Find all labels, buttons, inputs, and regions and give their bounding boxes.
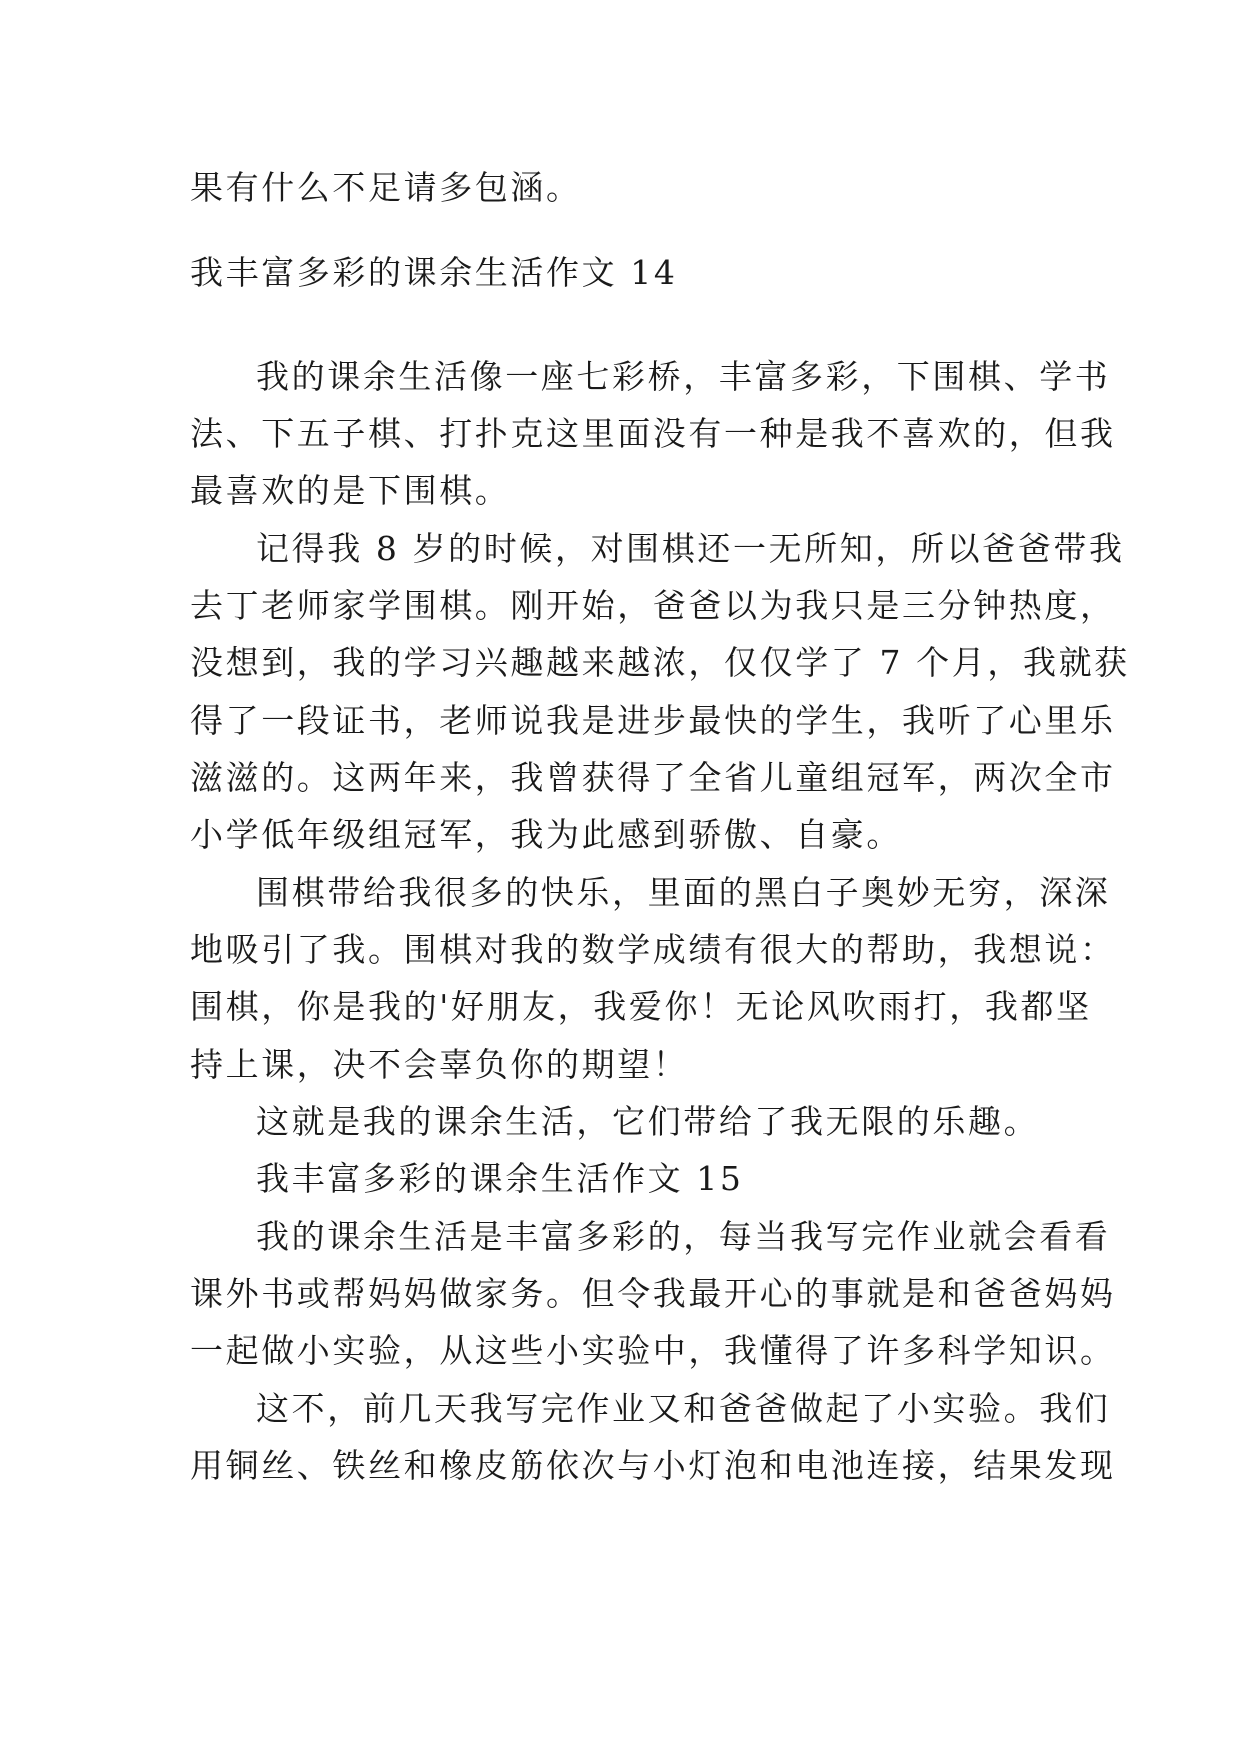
text-line: 持上课，决不会辜负你的期望！ (190, 1045, 689, 1084)
text-line: 果有什么不足请多包涵。 (190, 168, 582, 207)
text-line: 最喜欢的是下围棋。 (190, 471, 511, 510)
text-line: 记得我 8 岁的时候，对围棋还一无所知，所以爸爸带我 (256, 529, 1125, 568)
text-line: 围棋带给我很多的快乐，里面的黑白子奥妙无穷，深深 (256, 873, 1111, 912)
text-line: 地吸引了我。围棋对我的数学成绩有很大的帮助，我想说： (190, 930, 1116, 969)
text-line: 没想到，我的学习兴趣越来越浓，仅仅学了 7 个月，我就获 (190, 643, 1130, 682)
text-line: 一起做小实验，从这些小实验中，我懂得了许多科学知识。 (190, 1331, 1116, 1370)
text-line: 课外书或帮妈妈做家务。但令我最开心的事就是和爸爸妈妈 (190, 1274, 1116, 1313)
section-heading: 我丰富多彩的课余生活作文 14 (190, 253, 678, 292)
text-line: 滋滋的。这两年来，我曾获得了全省儿童组冠军，两次全市 (190, 758, 1116, 797)
text-line: 用铜丝、铁丝和橡皮筋依次与小灯泡和电池连接，结果发现 (190, 1446, 1116, 1485)
text-line: 我的课余生活是丰富多彩的，每当我写完作业就会看看 (256, 1217, 1111, 1256)
text-line: 这不，前几天我写完作业又和爸爸做起了小实验。我们 (256, 1389, 1111, 1428)
text-line: 得了一段证书，老师说我是进步最快的学生，我听了心里乐 (190, 701, 1116, 740)
text-line: 围棋，你是我的'好朋友，我爱你！无论风吹雨打，我都坚 (190, 987, 1092, 1026)
text-line: 我的课余生活像一座七彩桥，丰富多彩，下围棋、学书 (256, 357, 1111, 396)
text-line: 这就是我的课余生活，它们带给了我无限的乐趣。 (256, 1102, 1040, 1141)
section-heading: 我丰富多彩的课余生活作文 15 (256, 1159, 744, 1198)
text-line: 去丁老师家学围棋。刚开始，爸爸以为我只是三分钟热度， (190, 586, 1116, 625)
text-line: 小学低年级组冠军，我为此感到骄傲、自豪。 (190, 815, 902, 854)
text-line: 法、下五子棋、打扑克这里面没有一种是我不喜欢的，但我 (190, 414, 1116, 453)
